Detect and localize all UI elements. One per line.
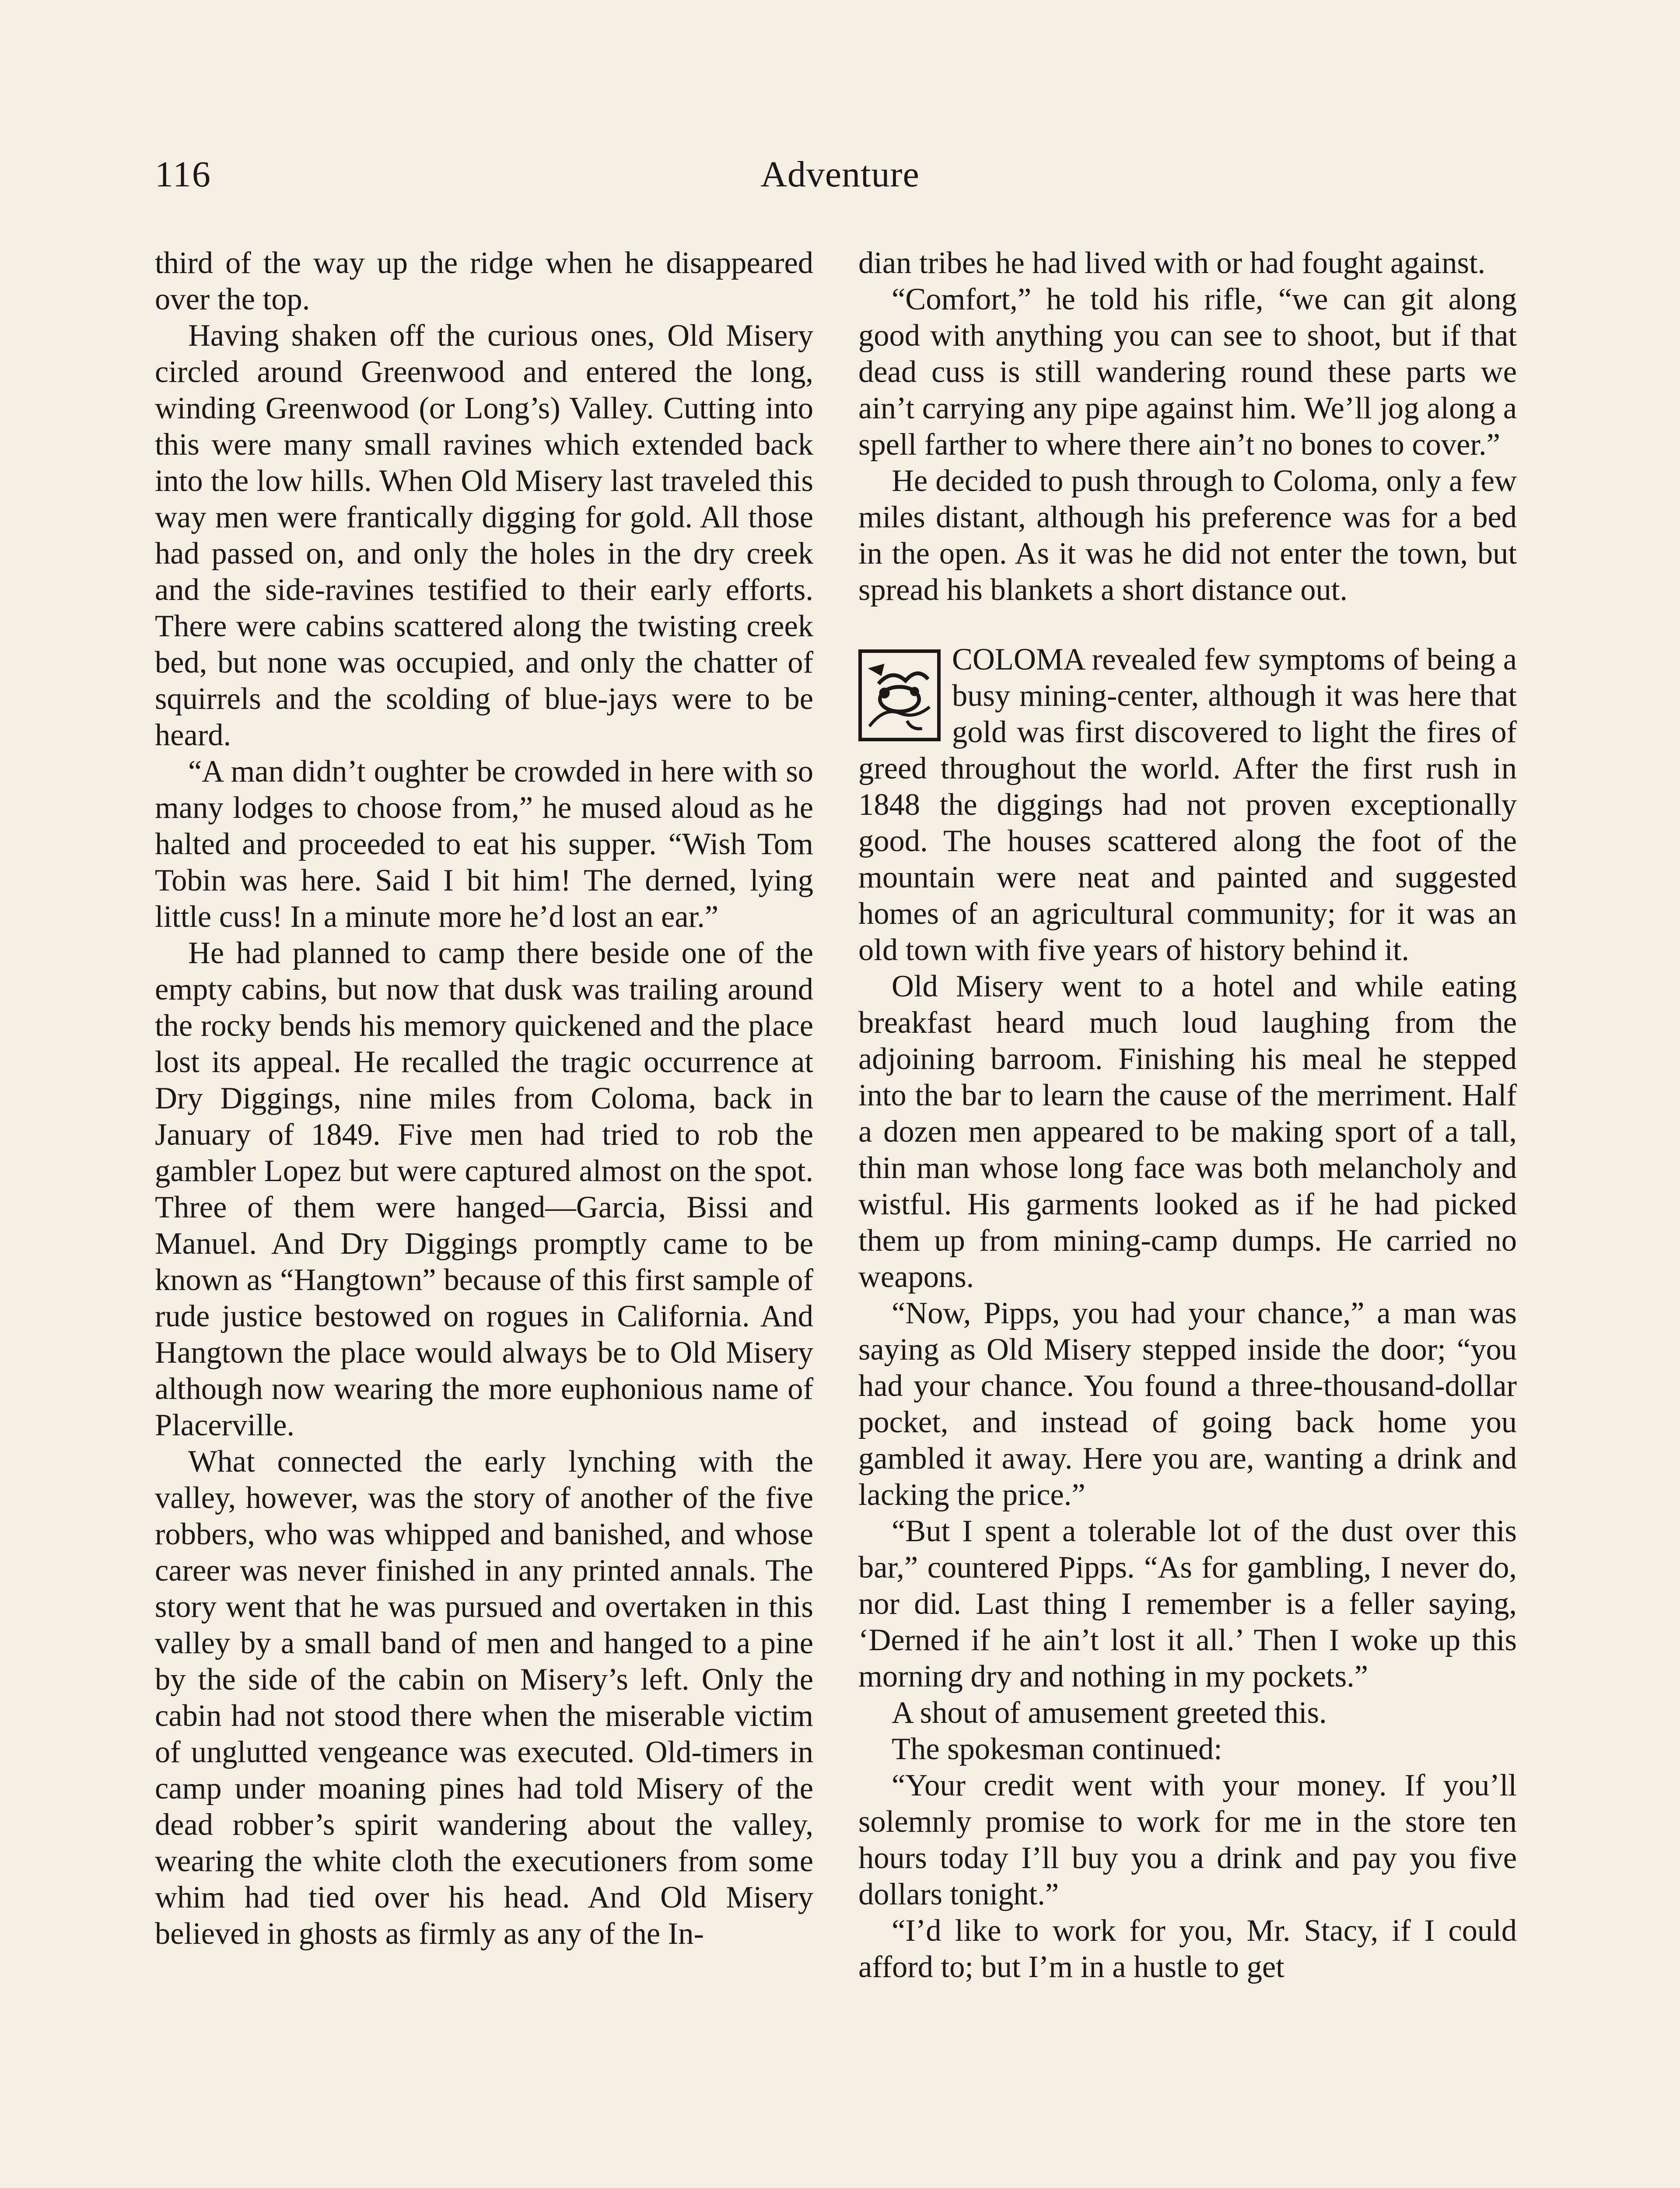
ornament-vignette-icon	[858, 649, 941, 741]
dropcap-paragraph-text: COLOMA revealed few symptoms of being a busy mining-center, although it was here that gold was first discovered to light the fires of greed throughout the world. After the first rush in 1848 the diggings had not proven exceptionally good. The houses scattered along the foot of the mountain were neat and painted and suggested homes of an agricultural community; for it was an old town with five years of history behind it.	[858, 642, 1517, 967]
paragraph: Having shaken off the curious ones, Old Misery circled around Greenwood and entered the long, winding Greenwood (or Long’s) Valley. Cutting into this were many small ravines which extended back into the low hills. When Old Misery last traveled this way men were frantically digging for gold. All those had passed on, and only the holes in the dry creek and the side-ravines testified to their early efforts. There were cabins scattered along the twisting creek bed, but none was occupied, and only the chatter of squirrels and the scolding of blue-jays were to be heard.	[155, 319, 813, 752]
paragraph: He decided to push through to Coloma, only a few miles distant, although his preference was for a bed in the open. As it was he did not enter the town, but spread his blankets a short distance out.	[858, 464, 1517, 607]
paragraph: He had planned to camp there beside one of the empty cabins, but now that dusk was trailing around the rocky bends his memory quickened and the place lost its appeal. He recalled the tragic occurrence at Dry Diggings, nine miles from Coloma, back in January of 1849. Five men had tried to rob the gambler Lopez but were captured almost on the spot. Three of them were hanged—Garcia, Bissi and Manuel. And Dry Diggings promptly came to be known as “Hangtown” because of this first sample of rude justice bestowed on rogues in California. And Hangtown the place would always be to Old Misery although now wearing the more euphonious name of Placerville.	[155, 936, 813, 1442]
paragraph: “A man didn’t oughter be crowded in here with so many lodges to choose from,” he mused aloud as he halted and proceeded to eat his supper. “Wish Tom Tobin was here. Said I bit him! The derned, lying little cuss! In a minute more he’d lost an ear.”	[155, 754, 813, 934]
dropcap-paragraph	[858, 642, 1517, 968]
paragraph: “I’d like to work for you, Mr. Stacy, if I could afford to; but I’m in a hustle to get	[858, 1914, 1517, 1984]
paragraph: dian tribes he had lived with or had fought against.	[858, 246, 1486, 280]
paragraph: What connected the early lynching with the valley, however, was the story of another of the five robbers, who was whipped and banished, and whose career was never finished in any printed annals. The story went that he was pursued and overtaken in this valley by a small band of men and hanged to a pine by the side of the cabin on Misery’s left. Only the cabin had not stood there when the miserable victim of unglutted vengeance was executed. Old-timers in camp under moaning pines had told Misery of the dead robber’s spirit wandering about the valley, wearing the white cloth the executioners from some whim had tied over his head. And Old Misery believed in ghosts as firmly as any of the In-	[155, 1445, 813, 1951]
paragraph: third of the way up the ridge when he disappeared over the top.	[155, 246, 813, 316]
paragraph: “But I spent a tolerable lot of the dust over this bar,” countered Pipps. “As for gambling, I never do, nor did. Last thing I remember is a feller saying, ‘Derned if he ain’t lost it all.’ Then I woke up this morning dry and nothing in my pockets.”	[858, 1514, 1517, 1694]
page-number: 116	[155, 154, 211, 195]
paragraph: “Your credit went with your money. If you’ll solemnly promise to work for me in the store ten hours today I’ll buy you a drink and pay you five dollars tonight.”	[858, 1768, 1517, 1911]
paragraph: Old Misery went to a hotel and while eating breakfast heard much loud laughing from the adjoining barroom. Finishing his meal he stepped into the bar to learn the cause of the merriment. Half a dozen men appeared to be making sport of a tall, thin man whose long face was both melancholy and wistful. His garments looked as if he had picked them up from mining-camp dumps. He carried no weapons.	[858, 969, 1517, 1294]
paragraph: A shout of amusement greeted this.	[892, 1696, 1327, 1730]
right-column	[858, 245, 1517, 1985]
paragraph: “Now, Pipps, you had your chance,” a man was saying as Old Misery stepped inside the door; “you had your chance. You found a three-thousand-dollar pocket, and instead of going back home you gambled it away. Here you are, wanting a drink and lacking the price.”	[858, 1296, 1517, 1512]
paragraph: The spokesman continued:	[892, 1732, 1222, 1766]
paragraph: “Comfort,” he told his rifle, “we can git along good with anything you can see to shoot, but if that dead cuss is still wandering round these parts we ain’t carrying any pipe against him. We’ll jog along a spell farther to where there ain’t no bones to cover.”	[858, 282, 1517, 462]
left-column	[155, 245, 813, 1952]
running-title: Adventure	[760, 154, 920, 195]
